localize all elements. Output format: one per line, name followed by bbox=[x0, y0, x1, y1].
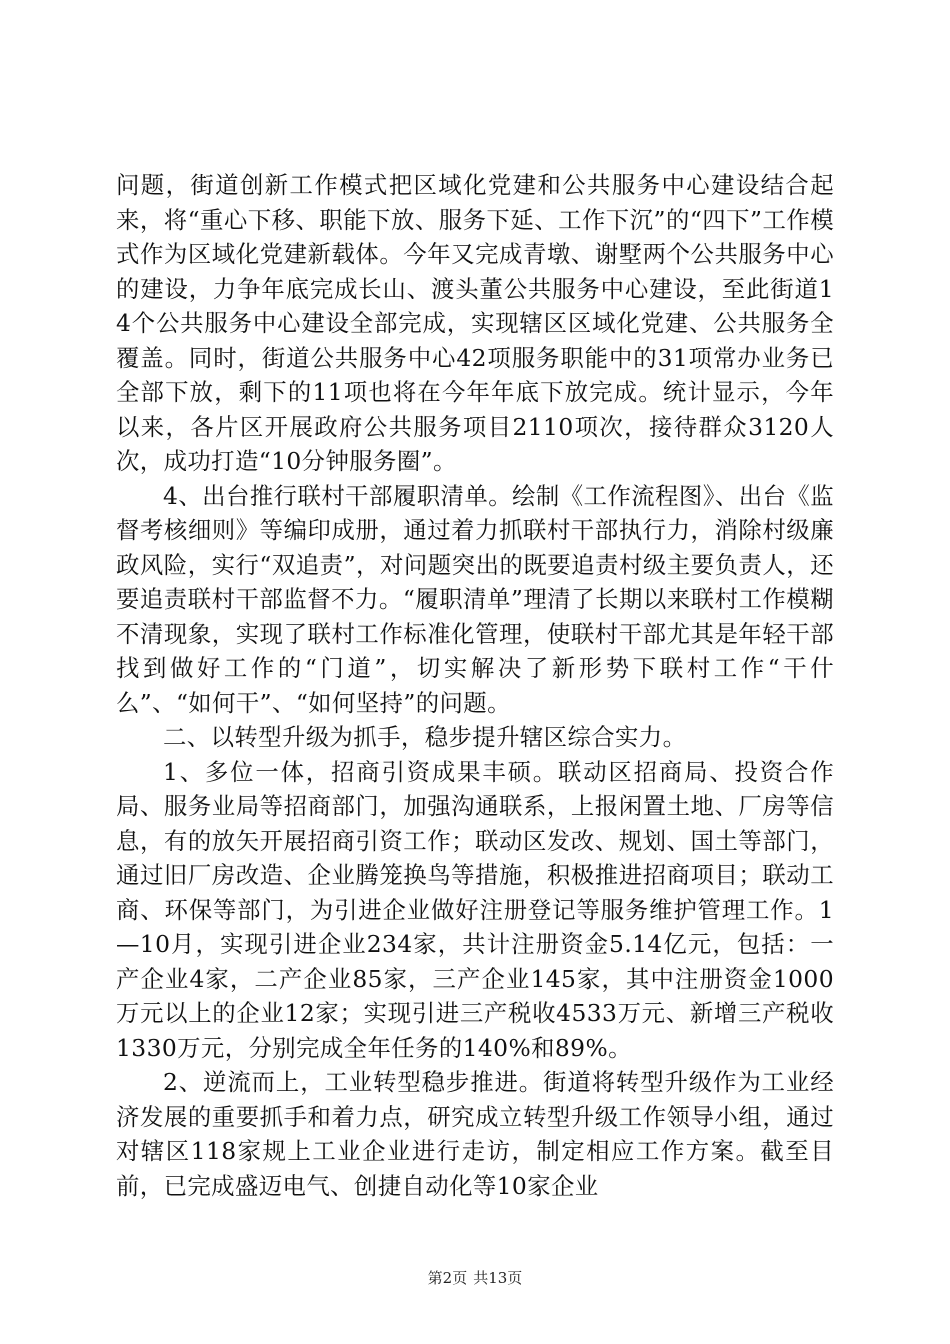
paragraph-industry: 2、逆流而上，工业转型稳步推进。街道将转型升级作为工业经济发展的重要抓手和着力点，研究成立转型升级工作领导小组，通过对辖区118家规上工业企业进行走访，制定相应工作方案。截至目前，已完成盛迈电气、创捷自动化等10家企业 bbox=[116, 1068, 834, 1200]
page-footer bbox=[0, 1268, 950, 1288]
section-heading-2: 二、以转型升级为抓手，稳步提升辖区综合实力。 bbox=[163, 723, 687, 751]
paragraph-item-4: 4、出台推行联村干部履职清单。绘制《工作流程图》、出台《监督考核细则》等编印成册，通过着力抓联村干部执行力，消除村级廉政风险，实行“双追责”，对问题突出的既要追责村级主要负责人，还要追责联村干部监督不力。“履职清单”理清了长期以来联村工作模糊不清现象，实现了联村工作标准化管理，使联村干部尤其是年轻干部找到做好工作的“门道”，切实解决了新形势下联村工作“干什么”、“如何干”、“如何坚持”的问题。 bbox=[116, 481, 834, 717]
paragraph-investment: 1、多位一体，招商引资成果丰硕。联动区招商局、投资合作局、服务业局等招商部门，加强沟通联系，上报闲置土地、厂房等信息，有的放矢开展招商引资工作；联动区发改、规划、国土等部门，通过旧厂房改造、企业腾笼换鸟等措施，积极推进招商项目；联动工商、环保等部门，为引进企业做好注册登记等服务维护管理工作。1—10月，实现引进企业234家，共计注册资金5.14亿元，包括：一产企业4家，二产企业85家，三产企业145家，其中注册资金1000万元以上的企业12家；实现引进三产税收4533万元、新增三产税收1330万元，分别完成全年任务的140%和89%。 bbox=[116, 757, 834, 1062]
page-total: 共13页 bbox=[473, 1269, 523, 1287]
paragraph-continuation: 问题，街道创新工作模式把区域化党建和公共服务中心建设结合起来，将“重心下移、职能下放、服务下延、工作下沉”的“四下”工作模式作为区域化党建新载体。今年又完成青墩、谢墅两个公共服务中心的建设，力争年底完成长山、渡头董公共服务中心建设，至此街道14个公共服务中心建设全部完成，实现辖区区域化党建、公共服务全覆盖。同时，街道公共服务中心42项服务职能中的31项常办业务已全部下放，剩下的11项也将在今年年底下放完成。统计显示，今年以来，各片区开展政府公共服务项目2110项次，接待群众3120人次，成功打造“10分钟服务圈”。 bbox=[116, 171, 834, 475]
document-body bbox=[116, 168, 834, 1203]
page-number: 第2页 bbox=[427, 1269, 468, 1287]
